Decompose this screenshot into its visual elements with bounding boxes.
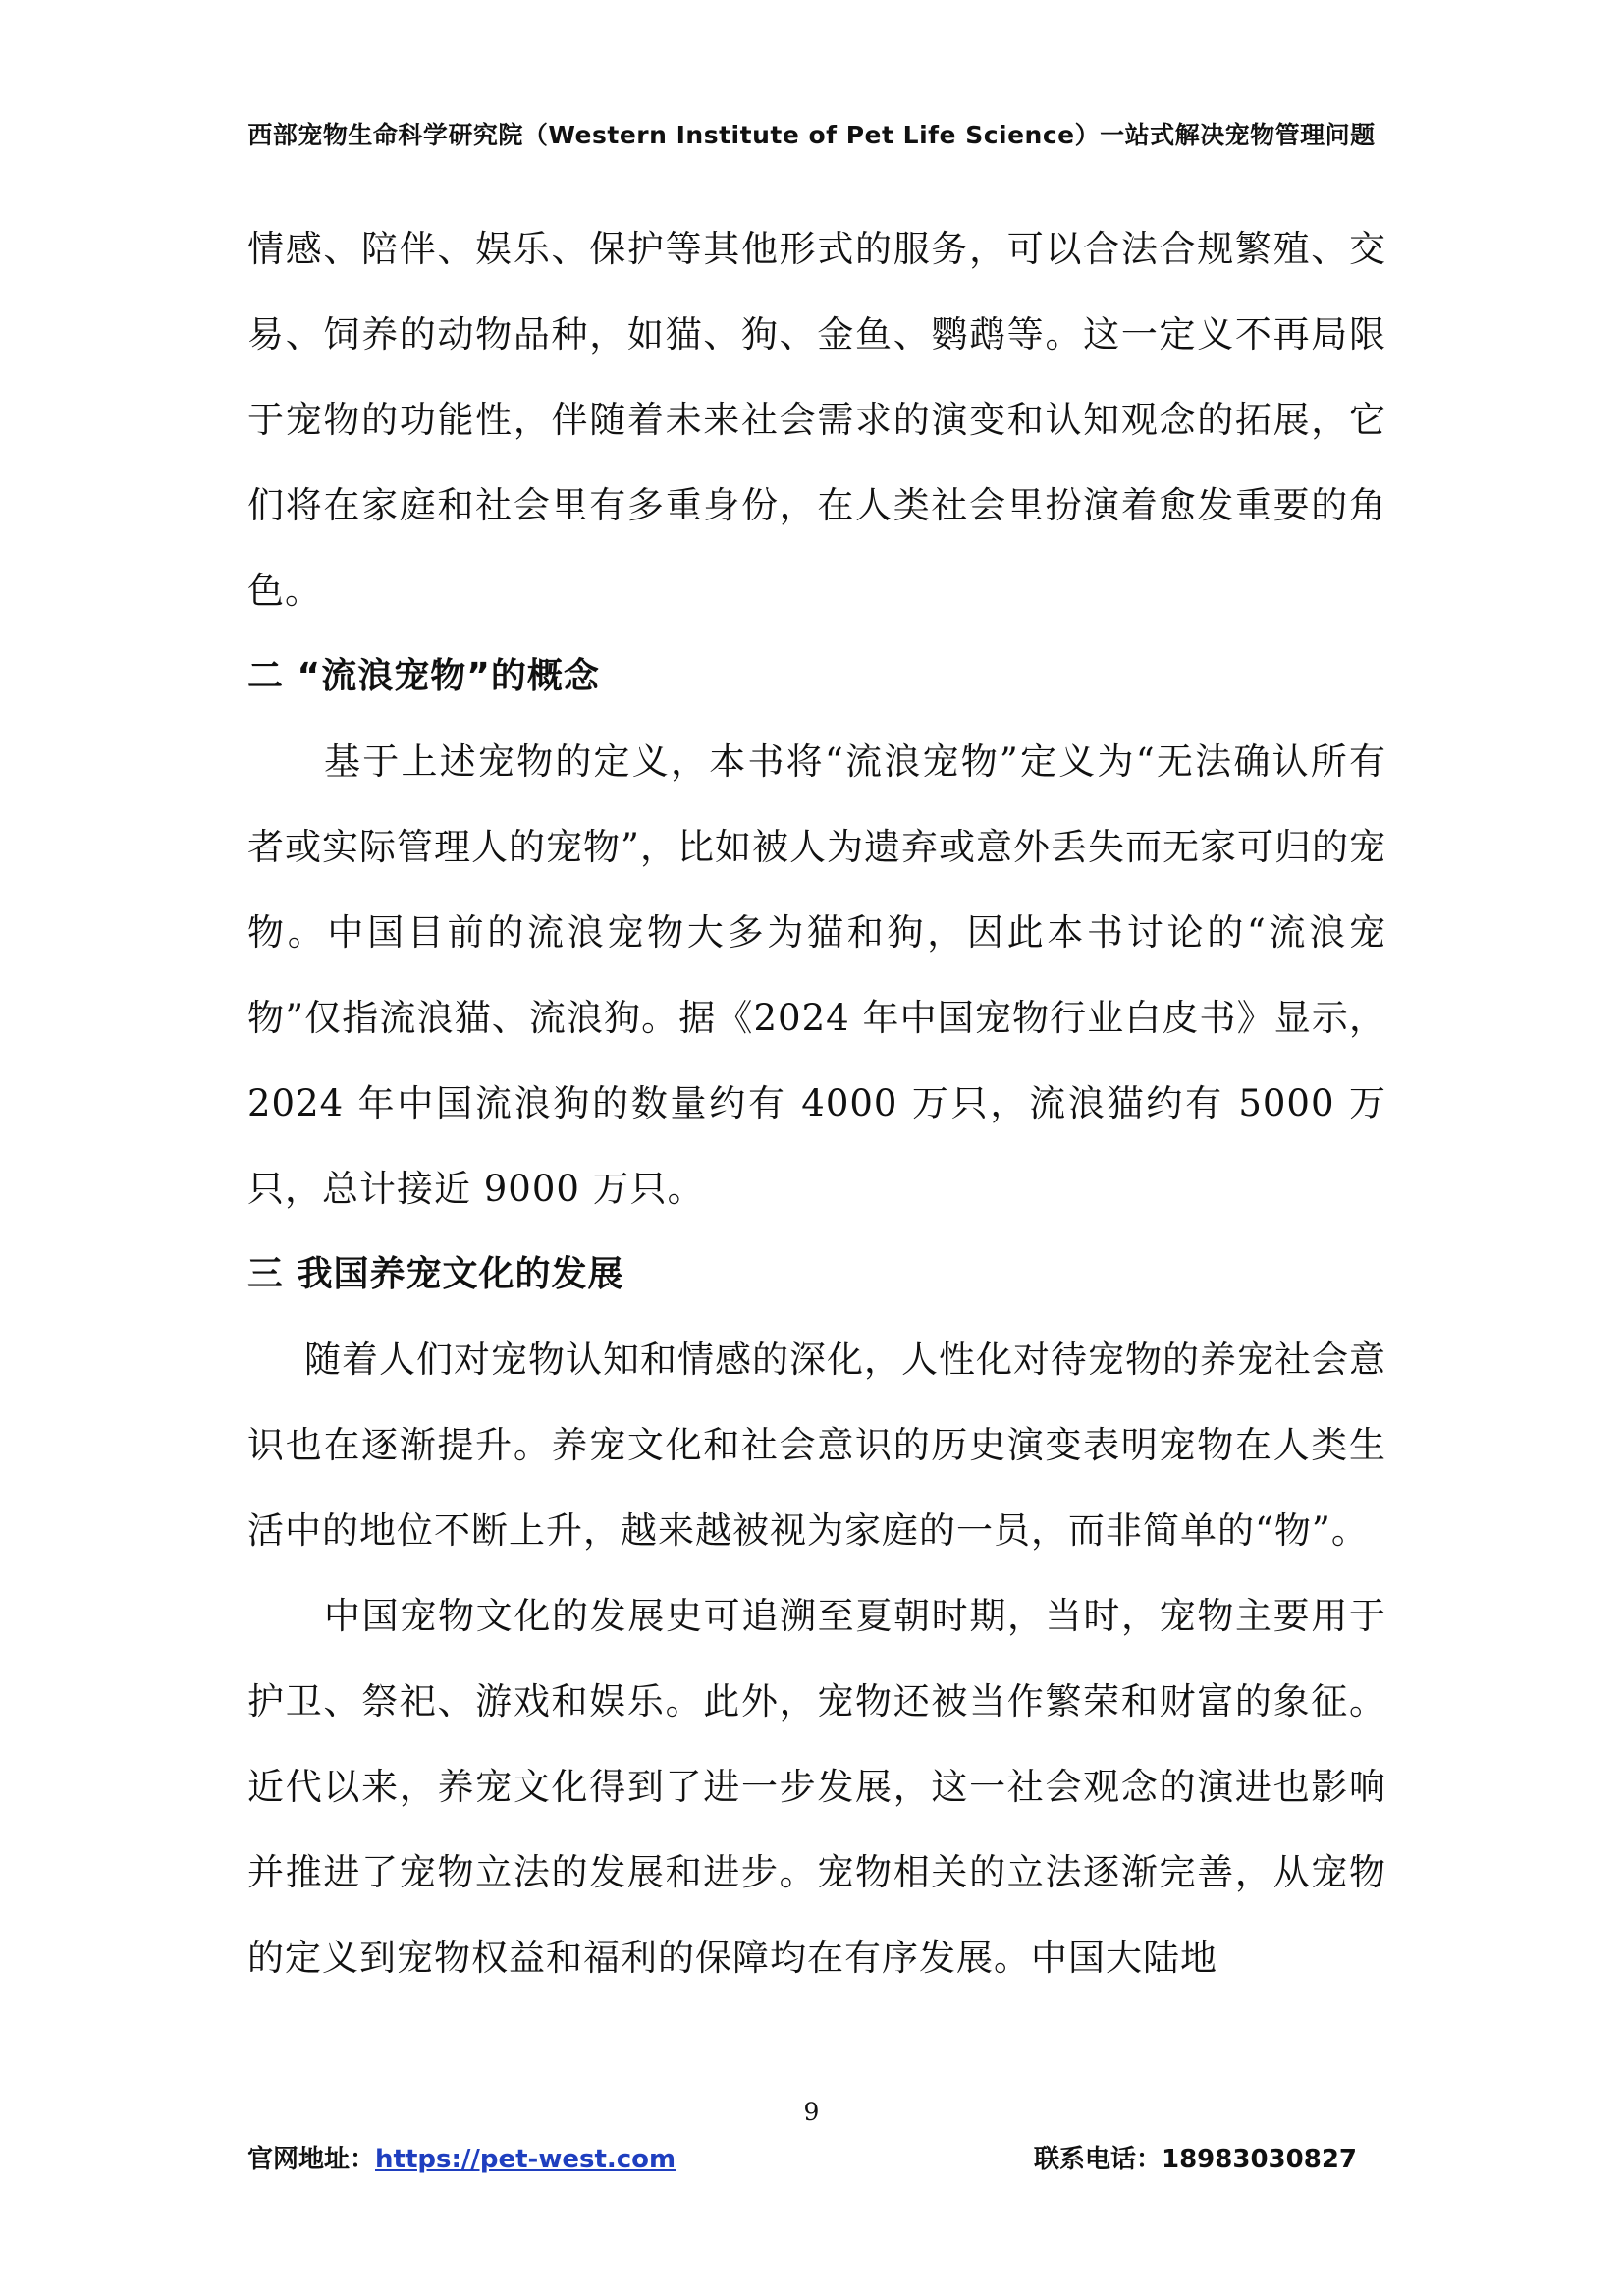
website-link[interactable]: https://pet-west.com (375, 2145, 676, 2174)
phone-number: 18983030827 (1162, 2145, 1357, 2174)
website-label: 官网地址： (247, 2145, 376, 2174)
footer-website (247, 2139, 676, 2175)
phone-label: 联系电话： (1033, 2145, 1162, 2174)
intro-paragraph: 情感、陪伴、娱乐、保护等其他形式的服务，可以合法合规繁殖、交易、饲养的动物品种，如猫、狗、金鱼、鹦鹉等。这一定义不再局限于宠物的功能性，伴随着未来社会需求的演变和认知观念的拓展，它们将在家庭和社会里有多重身份，在人类社会里扮演着愈发重要的角色。 (247, 228, 1386, 612)
page-number: 9 (803, 2098, 820, 2126)
pet-culture-paragraph-2: 中国宠物文化的发展史可追溯至夏朝时期，当时，宠物主要用于护卫、祭祀、游戏和娱乐。此外，宠物还被当作繁荣和财富的象征。近代以来，养宠文化得到了进一步发展，这一社会观念的演进也影响并推进了宠物立法的发展和进步。宠物相关的立法逐渐完善，从宠物的定义到宠物权益和福利的保障均在有序发展。中国大陆地 (247, 1595, 1386, 1979)
footer-phone (1034, 2139, 1357, 2175)
stray-pets-paragraph: 基于上述宠物的定义，本书将“流浪宠物”定义为“无法确认所有者或实际管理人的宠物”，比如被人为遗弃或意外丢失而无家可归的宠物。中国目前的流浪宠物大多为猫和狗，因此本书讨论的“流浪宠物”仅指流浪猫、流浪狗。据《2024 年中国宠物行业白皮书》显示，2024 年中国流浪狗的数量约有 4000 万只，流浪猫约有 5000 万只，总计接近 9000 万只。 (247, 740, 1386, 1210)
section-heading-pet-culture: 三 我国养宠文化的发展 (247, 1254, 624, 1294)
pet-culture-paragraph-1: 随着人们对宠物认知和情感的深化，人性化对待宠物的养宠社会意识也在逐渐提升。养宠文化和社会意识的历史演变表明宠物在人类生活中的地位不断上升，越来越被视为家庭的一员，而非简单的“物”。 (247, 1339, 1386, 1552)
document-body (247, 206, 1386, 2000)
section-heading-stray-pets: 二 “流浪宠物”的概念 (247, 656, 600, 696)
page-header: 西部宠物生命科学研究院（Western Institute of Pet Life Science）一站式解决宠物管理问题 (247, 121, 1376, 149)
